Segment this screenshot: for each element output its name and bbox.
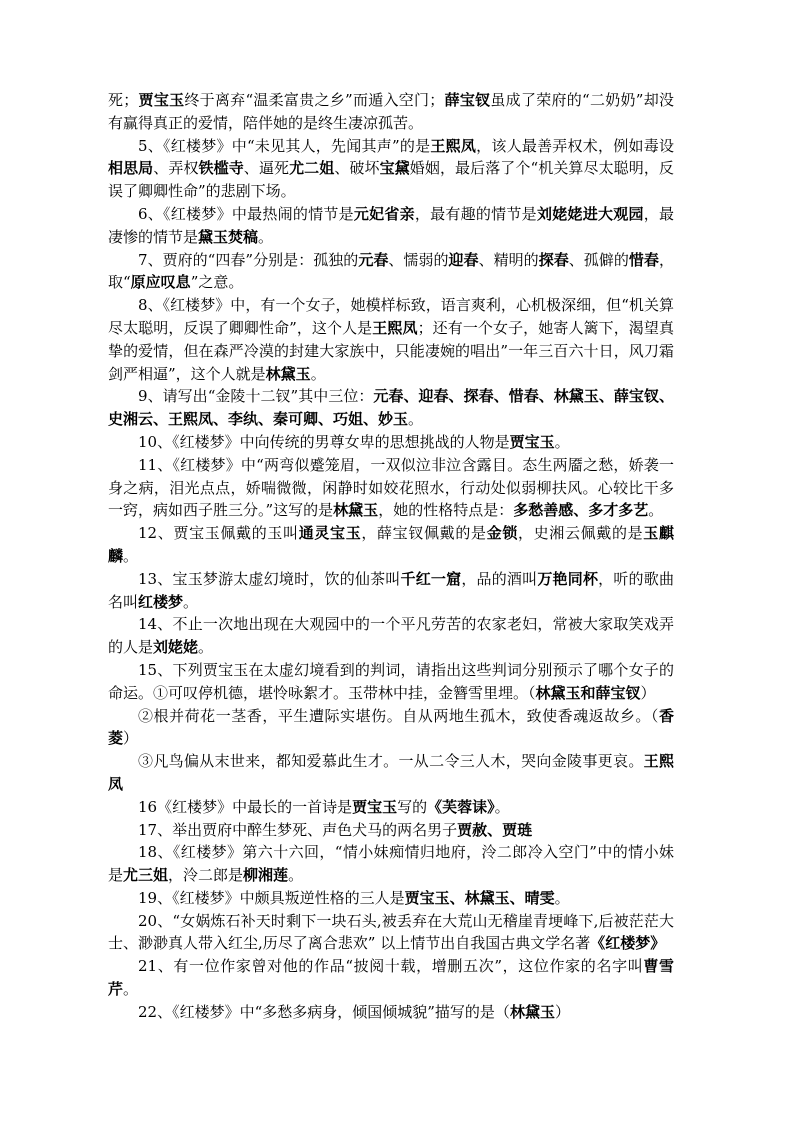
body-text: 。 [494, 797, 510, 816]
answer-text: 贾宝玉、林黛玉、晴雯 [404, 888, 555, 907]
body-text: 11、《红楼梦》中“两弯似蹙笼眉，一双似泣非泣含露目。态生两靥之愁，娇袭一身之病，泪光点点，娇喘微微，闲静时如姣花照水，行动处似弱柳扶风。心较比干多一窍，病如西子胜三分。”这写的是 [108, 455, 674, 520]
body-text: ） [554, 1002, 570, 1021]
body-text: 写的 [397, 797, 428, 816]
body-text: 。 [198, 638, 214, 657]
body-text: 19、《红楼梦》中颇具叛逆性格的三人是 [138, 888, 405, 907]
paragraph-7 [108, 454, 674, 522]
answer-text: 尤三姐 [123, 866, 169, 885]
body-text: 虽成了荣府的“二奶奶”却没有赢得真正的爱情，陪伴她的是终生凄凉孤苦。 [108, 91, 674, 132]
document-page [108, 89, 674, 1024]
paragraph-16 [108, 841, 674, 887]
body-text: 16《红楼梦》中最长的一首诗是 [138, 797, 353, 816]
answer-text: 贾宝玉 [138, 91, 185, 109]
paragraph-4 [108, 294, 674, 385]
answer-text: 王熙凤 [108, 752, 674, 793]
body-text: 12、贾宝玉佩戴的玉叫 [138, 524, 299, 543]
answer-text: 惜春 [628, 250, 659, 269]
answer-text: 通灵宝玉 [298, 524, 362, 543]
answer-text: 贾赦、贾琏 [457, 820, 533, 839]
answer-text: 元春 [358, 250, 389, 269]
body-text: ；还有一个女子，她寄人篱下，渴望真挚的爱情，但在森严冷漠的封建大家族中，只能凄婉的唱出”一年三百六十日，风刀霜剑严相逼”，这个人就是 [108, 318, 674, 383]
body-text: 。 [554, 432, 570, 451]
answer-text: 黛玉焚稿 [198, 227, 259, 246]
body-text: 。 [258, 227, 274, 246]
answer-text: 刘姥姥进大观园 [536, 204, 644, 223]
body-text: ，最有趣的情节是 [414, 204, 537, 223]
body-text: 。 [123, 546, 139, 565]
body-text: ③凡鸟偏从末世来，都知爱慕此生才。一从二令三人木，哭向金陵事更哀。 [138, 752, 644, 771]
body-text: 。 [408, 410, 424, 429]
answer-text: 玉麒麟 [108, 524, 674, 565]
body-text: 18、《红楼梦》第六十六回，“情小妹痴情归地府，泠二郎冷入空门”中的情小妹是 [108, 843, 674, 885]
answer-text: 曹雪芹 [108, 957, 674, 999]
body-text: 7、贾府的“四春”分别是：孤独的 [138, 250, 359, 269]
answer-text: 香菱 [108, 706, 674, 748]
answer-text: 尤二姐 [289, 159, 335, 178]
paragraph-2 [108, 203, 674, 249]
paragraph-12 [108, 705, 674, 751]
body-text: 。 [288, 866, 304, 885]
answer-text: 林黛玉 [333, 501, 379, 520]
body-text: ，品的酒叫 [461, 569, 538, 588]
paragraph-0 [108, 89, 674, 135]
paragraph-14 [108, 796, 674, 819]
body-text: 。 [554, 888, 570, 907]
answer-text: 原应叹息 [130, 273, 191, 292]
paragraph-8 [108, 522, 674, 568]
body-text: 14、不止一次地出现在大观园中的一个平凡劳苦的农家老妇，常被大家取笑戏弄的人是 [108, 615, 674, 657]
answer-text: 元妃省亲 [353, 204, 415, 223]
answer-text: 柳湘莲 [243, 866, 289, 885]
answer-text: 多愁善感、多才多艺 [513, 501, 649, 520]
answer-text: 林黛玉 [265, 364, 311, 383]
body-text: 22、《红楼梦》中“多愁多病身，倾国倾城貌”描写的是（ [138, 1002, 510, 1021]
body-text: 21、有一位作家曾对他的作品“披阅十载，增删五次”，这位作家的名字叫 [138, 957, 644, 976]
paragraph-9 [108, 568, 674, 614]
paragraph-6 [108, 431, 674, 454]
answer-text: 刘姥姥 [153, 638, 199, 657]
body-text: ”之意。 [190, 273, 244, 292]
body-text: 。 [183, 592, 199, 611]
answer-text: 千红一窟 [400, 569, 462, 588]
body-text: ，该人最善弄权术，例如毒设 [476, 136, 674, 155]
body-text: 9、请写出“金陵十二钗”其中三位： [138, 387, 374, 406]
paragraph-19 [108, 955, 674, 1001]
answer-text: 探春 [538, 250, 569, 269]
body-text: 婚姻，最后落了个“机关算尽太聪明，反误了卿卿性命”的悲剧下场。 [108, 159, 674, 201]
answer-text: 相思局 [108, 159, 154, 178]
body-text: 8、《红楼梦》中，有一个女子，她模样标致，语言爽利，心机极深细，但“机关算尽太聪明，反误了卿卿性命”，这个人是 [108, 296, 674, 337]
body-text: ，最凄惨的情节是 [108, 204, 674, 246]
body-text: 。 [310, 364, 326, 383]
answer-text: 《红楼梦》 [590, 934, 666, 953]
body-text: ，听的歌曲名叫 [108, 569, 674, 611]
answer-text: 薛宝钗 [444, 91, 491, 109]
body-text: 10、《红楼梦》中向传统的男尊女卑的思想挑战的人物是 [138, 432, 510, 451]
paragraph-10 [108, 613, 674, 659]
paragraph-18 [108, 910, 674, 956]
answer-text: 《芙蓉诔》 [427, 797, 495, 816]
body-text: ） [640, 683, 656, 702]
body-text: ，史湘云佩戴的是 [517, 524, 644, 543]
body-text: 、逼死 [243, 159, 290, 178]
paragraph-13 [108, 750, 674, 796]
answer-text: 王熙凤 [372, 318, 418, 337]
body-text: 、孤僻的 [568, 250, 629, 269]
answer-text: 贾宝玉 [352, 797, 398, 816]
answer-text: 宝黛 [379, 159, 410, 178]
answer-text: 铁槛寺 [198, 159, 244, 178]
body-text: ②根并荷花一茎香，平生遭际实堪伤。自从两地生孤木，致使香魂返故乡。（ [138, 706, 659, 725]
body-text: 17、举出贾府中醉生梦死、声色犬马的两名男子 [138, 820, 458, 839]
body-text: 13、宝玉梦游太虚幻境时，饮的仙茶叫 [138, 569, 401, 588]
body-text: 、懦弱的 [388, 250, 449, 269]
body-text: ，泠二郎是 [168, 866, 244, 885]
body-text: 、精明的 [478, 250, 539, 269]
answer-text: 迎春 [448, 250, 479, 269]
body-text: 。 [123, 980, 139, 999]
body-text: 5、《红楼梦》中“未见其人，先闻其声”的是 [138, 136, 431, 155]
answer-text: 林黛玉和薛宝钗 [535, 683, 641, 702]
paragraph-5 [108, 385, 674, 431]
body-text: 、破坏 [334, 159, 380, 178]
answer-text: 元春、迎春、探春、惜春、林黛玉、薛宝钗、史湘云、王熙凤、李纨、秦可卿、巧姐、妙玉 [108, 387, 674, 429]
answer-text: 金锁 [486, 524, 518, 543]
body-text: ，取“ [108, 250, 674, 292]
paragraph-11 [108, 659, 674, 705]
body-text: 6、《红楼梦》中最热闹的情节是 [138, 204, 354, 223]
body-text: 终于离弃“温柔富贵之乡”而遁入空门； [184, 91, 445, 109]
body-text: ，她的性格特点是： [378, 501, 514, 520]
body-text: ） [123, 729, 139, 748]
body-text: 、弄权 [153, 159, 199, 178]
body-text: 死； [108, 91, 139, 109]
answer-text: 林黛玉 [509, 1002, 555, 1021]
paragraph-17 [108, 887, 674, 910]
paragraph-20 [108, 1001, 674, 1024]
body-text: 15、下列贾宝玉在太虚幻境看到的判词，请指出这些判词分别预示了哪个女子的命运。①可叹停机德，堪怜咏絮才。玉带林中挂，金簪雪里埋。（ [108, 660, 674, 702]
paragraph-1 [108, 135, 674, 203]
answer-text: 王熙凤 [430, 136, 477, 155]
answer-text: 万艳同杯 [537, 569, 599, 588]
body-text: 。 [648, 501, 664, 520]
body-text: 20、“女娲炼石补天时剩下一块石头,被丢弃在大荒山无稽崖青埂峰下,后被茫茫大士、渺渺真人带入红尘,历尽了离合悲欢” 以上情节出自我国古典文学名著 [108, 911, 674, 953]
answer-text: 红楼梦 [138, 592, 184, 611]
body-text: ，薛宝钗佩戴的是 [361, 524, 487, 543]
paragraph-15 [108, 819, 674, 842]
answer-text: 贾宝玉 [509, 432, 555, 451]
paragraph-3 [108, 249, 674, 295]
